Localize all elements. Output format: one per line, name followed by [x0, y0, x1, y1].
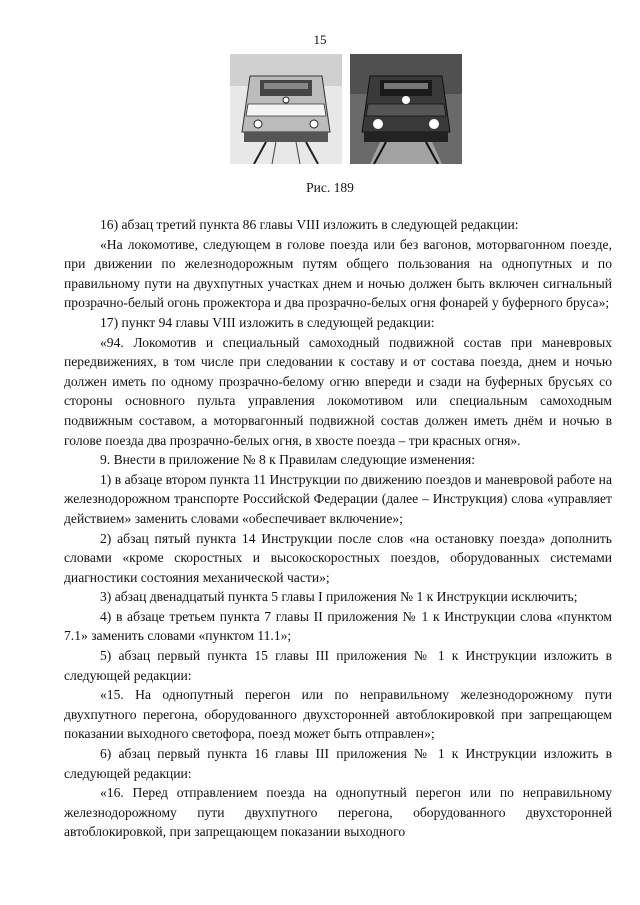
paragraph: «15. На однопутный перегон или по неправильному железнодорожному пути двухпутного перегона, оборудованного двухсторонней автоблокировкой при запрещающем показании выходного светофора, поезд может быть отправлен»;	[64, 687, 612, 742]
locomotive-night-photo	[350, 54, 462, 164]
paragraph: 16) абзац третий пункта 86 главы VIII изложить в следующей редакции:	[100, 217, 519, 232]
figure-caption: Рис. 189	[306, 180, 354, 195]
figure-189	[230, 54, 462, 164]
paragraph: 5) абзац первый пункта 15 главы III приложения № 1 к Инструкции изложить в следующей редакции:	[64, 648, 612, 683]
paragraph: «16. Перед отправлением поезда на однопутный перегон или по неправильному железнодорожному пути двухпутного перегона, оборудованного двухсторонней автоблокировкой, при запрещающем показании выходного	[64, 785, 612, 840]
paragraph: 4) в абзаце третьем пункта 7 главы II приложения № 1 к Инструкции слова «пунктом 7.1» заменить словами «пунктом 11.1»;	[64, 608, 612, 644]
paragraph: 9. Внести в приложение № 8 к Правилам следующие изменения:	[100, 452, 476, 468]
paragraph: 2) абзац пятый пункта 14 Инструкции после слов «на остановку поезда» дополнить словами «кроме скоростных и высокоскоростных поездов, оборудованных системами диагностики состояния механической части»;	[64, 530, 612, 585]
paragraph: 17) пункт 94 главы VIII изложить в следующей редакции:	[100, 314, 435, 330]
paragraph: 1) в абзаце втором пункта 11 Инструкции по движению поездов и маневровой работе на железнодорожном транспорте Российской Федерации (далее – Инструкция) слова «управляет действием» заменить словами «обеспечивает включение»;	[64, 471, 612, 526]
paragraph: 3) абзац двенадцатый пункта 5 главы I приложения № 1 к Инструкции исключить;	[100, 589, 578, 605]
paragraph: «На локомотиве, следующем в голове поезда или без вагонов, моторвагонном поезде, при движении по железнодорожным путям общего пользования на однопутных и по правильному пути на двухпутных участках днем и ночью должен быть включен сигнальный прозрачно-белый огонь прожектора и два прозрачно-белых огня фонарей у буферного бруса»;	[64, 236, 612, 311]
page-number: 15	[313, 32, 327, 47]
document-body	[64, 215, 612, 842]
locomotive-day-photo	[230, 54, 342, 164]
paragraph: «94. Локомотив и специальный самоходный подвижной состав при маневровых передвижениях, в том числе при следовании к составу и от состава поезда, днем и ночью должен иметь по одному прозрачно-белому огню впереди и сзади на буферных брусьях со стороны основного пульта управления локомотивом или специальным самоходным подвижным составом, а моторвагонный подвижной состав должен иметь днём и ночью в голове поезда два прозрачно-белых огня, в хвосте поезда – три красных огня».	[64, 334, 612, 448]
paragraph: 6) абзац первый пункта 16 главы III приложения № 1 к Инструкции изложить в следующей редакции:	[64, 746, 612, 781]
